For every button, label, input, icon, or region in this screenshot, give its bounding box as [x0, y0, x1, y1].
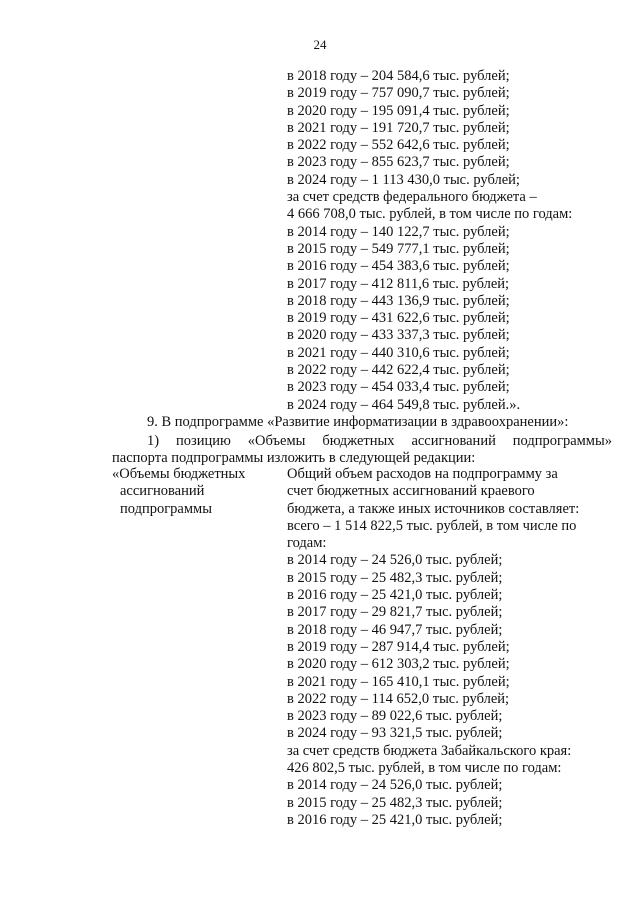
value-line: в 2023 году – 89 022,6 тыс. рублей; — [287, 708, 503, 725]
value-line: в 2019 году – 287 914,4 тыс. рублей; — [287, 638, 510, 655]
paragraph-1-continuation: паспорта подпрограммы изложить в следующей редакции: — [112, 450, 476, 466]
budget-line: в 2018 году – 204 584,6 тыс. рублей; — [287, 68, 510, 84]
budget-line: в 2015 году – 549 777,1 тыс. рублей; — [287, 240, 510, 257]
paragraph-1-word: «Объемы — [247, 433, 306, 449]
federal-budget-heading: за счет средств федерального бюджета – — [287, 189, 537, 206]
budget-continuation-block — [287, 68, 572, 414]
budget-line: в 2018 году – 443 136,9 тыс. рублей; — [287, 292, 510, 309]
value-line: годам: — [287, 535, 327, 552]
value-line: в 2014 году – 24 526,0 тыс. рублей; — [287, 552, 503, 569]
page-number: 24 — [313, 37, 327, 52]
value-line: всего – 1 514 822,5 тыс. рублей, в том числе по — [287, 517, 577, 534]
budget-line: в 2023 году – 855 623,7 тыс. рублей; — [287, 154, 510, 171]
label-line: «Объемы бюджетных — [112, 466, 246, 482]
budget-line: в 2021 году – 191 720,7 тыс. рублей; — [287, 119, 510, 136]
value-line: в 2016 году – 25 421,0 тыс. рублей; — [287, 811, 503, 828]
value-line: в 2016 году – 25 421,0 тыс. рублей; — [287, 587, 503, 604]
value-line: в 2021 году – 165 410,1 тыс. рублей; — [287, 673, 510, 690]
value-line: в 2014 году – 24 526,0 тыс. рублей; — [287, 777, 503, 794]
value-line: счет бюджетных ассигнований краевого — [287, 483, 535, 500]
value-line: в 2015 году – 25 482,3 тыс. рублей; — [287, 569, 503, 586]
federal-budget-total: 4 666 708,0 тыс. рублей, в том числе по годам: — [287, 206, 573, 223]
value-line: 426 802,5 тыс. рублей, в том числе по годам: — [287, 760, 562, 777]
budget-line: в 2024 году – 464 549,8 тыс. рублей.». — [287, 396, 521, 413]
paragraph-1-word: бюджетных — [322, 433, 395, 449]
value-line: в 2022 году – 114 652,0 тыс. рублей; — [287, 690, 510, 707]
label-line: подпрограммы — [120, 500, 212, 517]
budget-line: в 2023 году – 454 033,4 тыс. рублей; — [287, 379, 510, 396]
budget-line: в 2022 году – 552 642,6 тыс. рублей; — [287, 137, 510, 154]
budget-line: в 2024 году – 1 113 430,0 тыс. рублей; — [287, 171, 520, 188]
value-line: в 2015 году – 25 482,3 тыс. рублей; — [287, 794, 503, 811]
value-line: Общий объем расходов на подпрограмму за — [287, 466, 558, 482]
paragraph-1-word: 1) — [147, 433, 160, 449]
passport-row-label — [112, 466, 245, 518]
budget-line: в 2020 году – 433 337,3 тыс. рублей; — [287, 327, 510, 344]
budget-line: в 2014 году – 140 122,7 тыс. рублей; — [287, 223, 510, 240]
label-line: ассигнований — [120, 483, 205, 500]
budget-line: в 2020 году – 195 091,4 тыс. рублей; — [287, 102, 510, 119]
paragraph-1-first-line — [147, 433, 612, 450]
budget-line: в 2022 году – 442 622,4 тыс. рублей; — [287, 362, 510, 379]
budget-line: в 2021 году – 440 310,6 тыс. рублей; — [287, 344, 510, 361]
passport-row-value — [287, 466, 579, 829]
value-line: в 2018 году – 46 947,7 тыс. рублей; — [287, 621, 503, 638]
budget-line: в 2017 году – 412 811,6 тыс. рублей; — [287, 275, 510, 292]
budget-line: в 2019 году – 431 622,6 тыс. рублей; — [287, 310, 510, 327]
paragraph-9: 9. В подпрограмме «Развитие информатизации в здравоохранении»: — [147, 414, 569, 430]
value-line: в 2024 году – 93 321,5 тыс. рублей; — [287, 725, 503, 742]
budget-line: в 2016 году – 454 383,6 тыс. рублей; — [287, 258, 510, 275]
budget-line: в 2019 году – 757 090,7 тыс. рублей; — [287, 85, 510, 102]
paragraph-1-word: подпрограммы» — [512, 433, 612, 449]
value-line: за счет средств бюджета Забайкальского края: — [287, 742, 572, 759]
paragraph-1-word: ассигнований — [411, 433, 496, 449]
paragraph-1-word: позицию — [176, 433, 231, 449]
value-line: в 2017 году – 29 821,7 тыс. рублей; — [287, 604, 503, 621]
value-line: бюджета, а также иных источников составляет: — [287, 500, 580, 517]
value-line: в 2020 году – 612 303,2 тыс. рублей; — [287, 656, 510, 673]
